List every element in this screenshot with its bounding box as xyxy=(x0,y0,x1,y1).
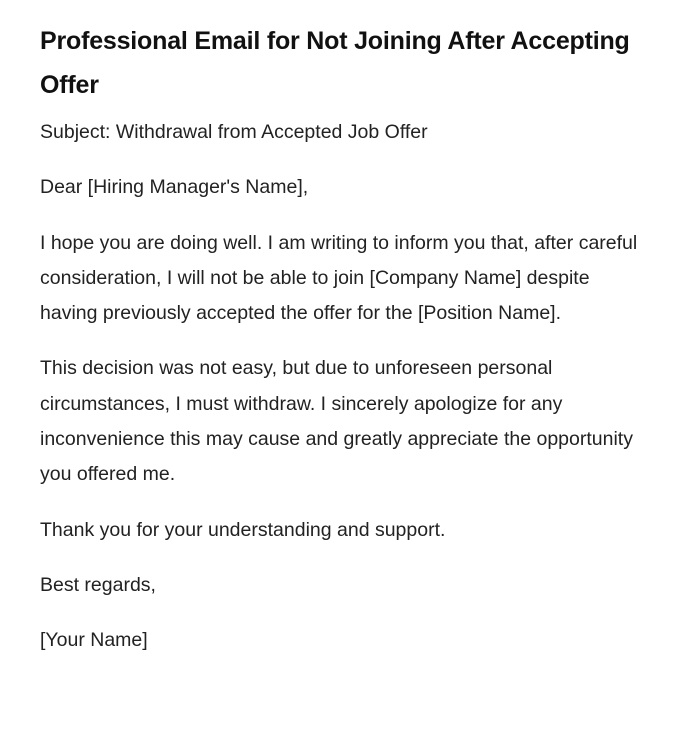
email-paragraph-intro: I hope you are doing well. I am writing to inform you that, after careful consideration, I will not be able to join [Company Name] despite having previously accepted the offer for the [Position Name]. xyxy=(40,231,638,325)
email-paragraph-reason: This decision was not easy, but due to unforeseen personal circumstances, I must withdraw. I sincerely apologize for any inconvenience this may cause and greatly appreciate the opportunity you offered me. xyxy=(40,357,633,486)
email-document xyxy=(40,19,640,679)
email-signature: [Your Name] xyxy=(40,629,148,652)
email-closing: Best regards, xyxy=(40,573,156,596)
email-greeting: Dear [Hiring Manager's Name], xyxy=(40,176,309,199)
document-title: Professional Email for Not Joining After Accepting Offer xyxy=(40,27,630,99)
email-paragraph-thanks: Thank you for your understanding and support. xyxy=(40,518,446,541)
email-subject: Subject: Withdrawal from Accepted Job Offer xyxy=(40,121,428,143)
